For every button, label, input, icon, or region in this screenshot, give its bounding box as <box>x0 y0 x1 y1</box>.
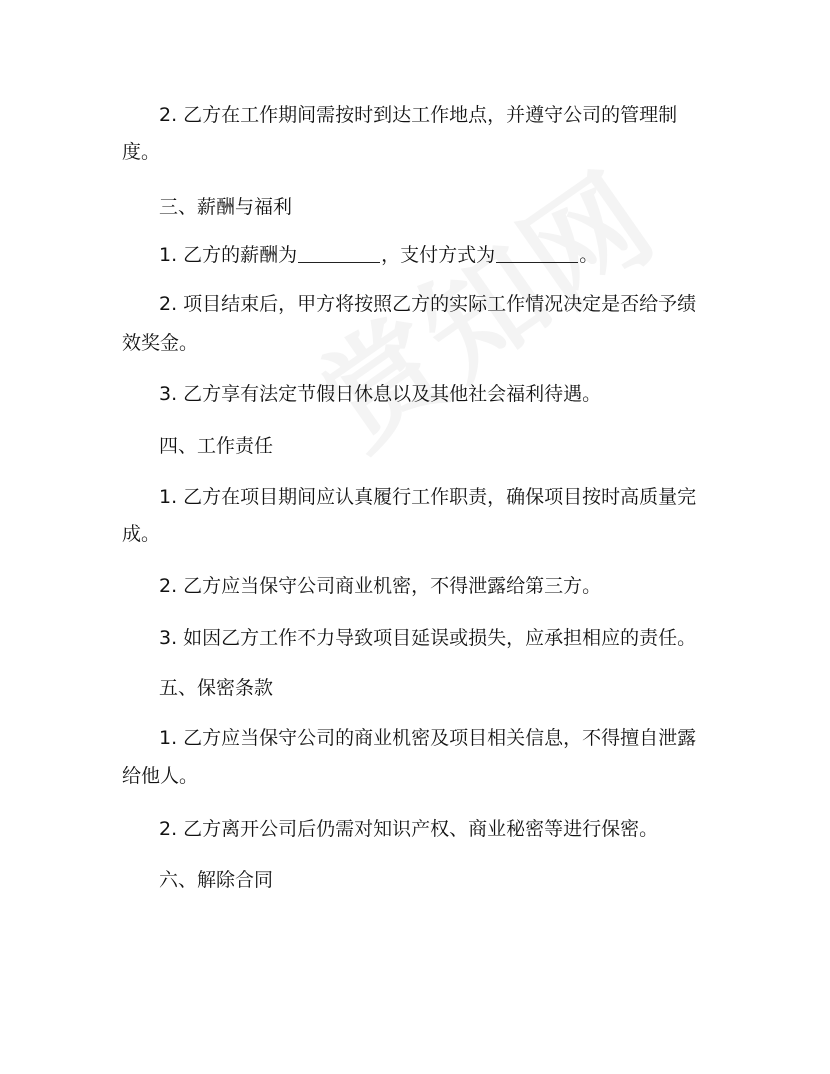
payment-method-text: ，支付方式为 <box>381 244 496 266</box>
period-text: 。 <box>579 244 599 266</box>
paragraph-line: 度。 <box>122 141 161 163</box>
paragraph-line-with-blanks <box>0 241 830 269</box>
paragraph-line: 效奖金。 <box>122 332 199 354</box>
section-heading: 五、保密条款 <box>159 677 274 699</box>
paragraph-line: 2. 乙方应当保守公司商业机密，不得泄露给第三方。 <box>159 575 602 597</box>
salary-blank[interactable] <box>298 244 380 263</box>
paragraph-line: 2. 乙方在工作期间需按时到达工作地点，并遵守公司的管理制 <box>159 104 678 126</box>
paragraph-line: 1. 乙方在项目期间应认真履行工作职责，确保项目按时高质量完 <box>159 486 697 508</box>
section-heading: 四、工作责任 <box>159 435 274 457</box>
paragraph-line: 2. 项目结束后，甲方将按照乙方的实际工作情况决定是否给予绩 <box>159 293 697 315</box>
paragraph-line: 给他人。 <box>122 765 199 787</box>
paragraph-line: 3. 如因乙方工作不力导致项目延误或损失，应承担相应的责任。 <box>159 627 697 649</box>
paragraph-line: 1. 乙方应当保守公司的商业机密及项目相关信息，不得擅自泄露 <box>159 727 697 749</box>
section-heading: 三、薪酬与福利 <box>159 196 293 218</box>
paragraph-line: 2. 乙方离开公司后仍需对知识产权、商业秘密等进行保密。 <box>159 818 659 840</box>
paragraph-line: 3. 乙方享有法定节假日休息以及其他社会福利待遇。 <box>159 383 602 405</box>
paragraph-line: 成。 <box>122 523 161 545</box>
payment-method-blank[interactable] <box>496 244 578 263</box>
section-heading: 六、解除合同 <box>159 869 274 891</box>
salary-text: 1. 乙方的薪酬为 <box>159 244 298 266</box>
